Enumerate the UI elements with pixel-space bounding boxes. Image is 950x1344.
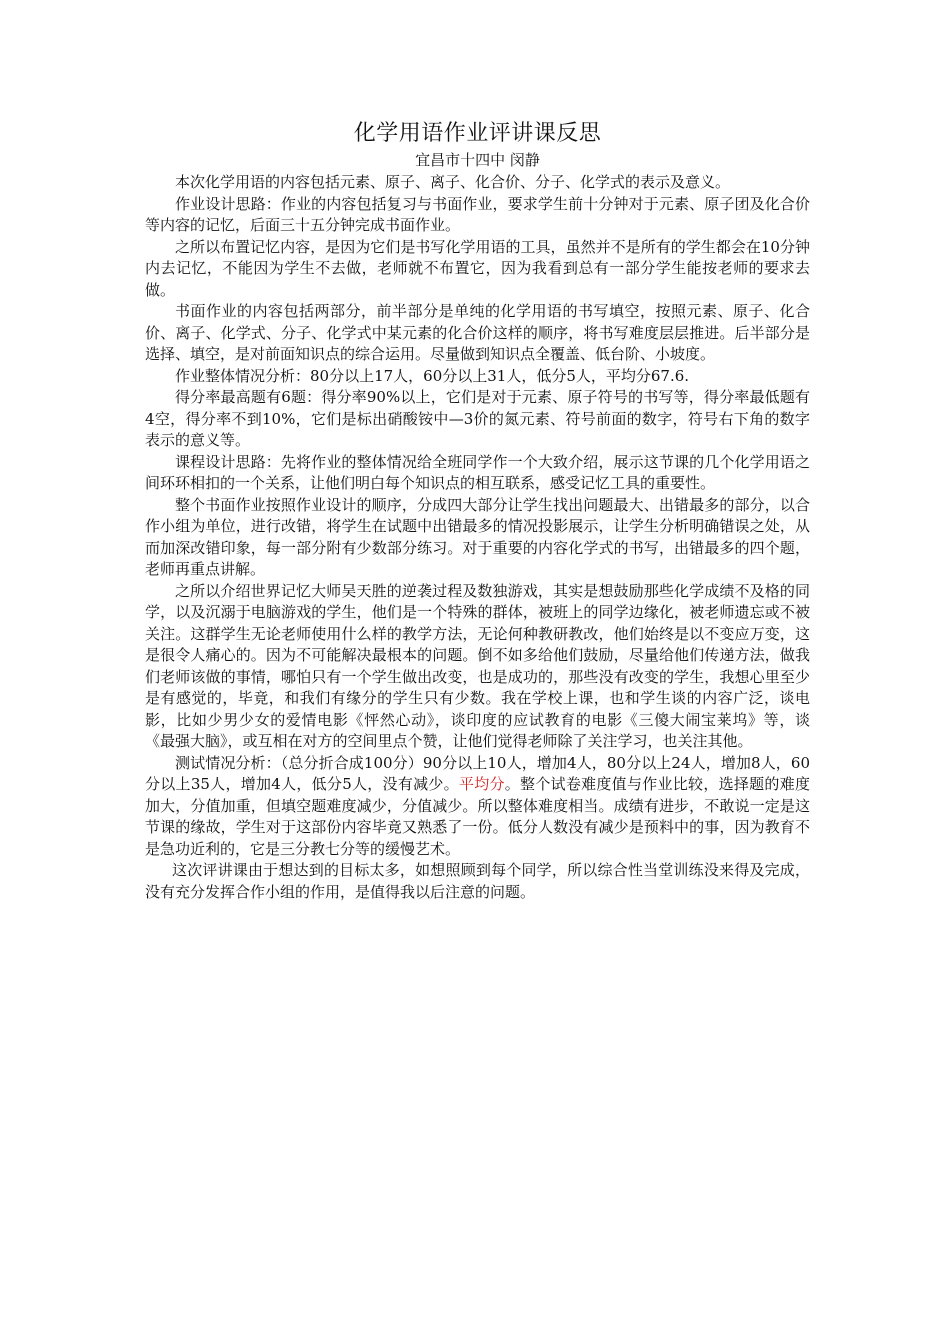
average-score-highlight: 平均分	[458, 775, 505, 793]
paragraph-score-rate: 得分率最高题有6题：得分率90%以上，它们是对于元素、原子符号的书写等，得分率最低题有4空，得分率不到10%，它们是标出硝酸铵中—3价的氮元素、符号前面的数字，符号右下角的数字表示的意义等。	[145, 388, 810, 449]
paragraph-content-scope: 本次化学用语的内容包括元素、原子、离子、化合价、分子、化学式的表示及意义。	[175, 173, 731, 191]
test-analysis-text-after: 。整个试卷难度值与作业比较，选择题的难度加大，分值加重，但填空题难度减少，分值减少。所以整体难度相当。成绩有进步，不敢说一定是这节课的缘故，学生对于这部份内容毕竟又熟悉了一份。低分人数没有减少是预料中的事，因为教育不是急功近利的，它是三分教七分等的缓慢艺术。	[145, 775, 810, 858]
paragraph-correction-process: 整个书面作业按照作业设计的顺序，分成四大部分让学生找出问题最大、出错最多的部分，以合作小组为单位，进行改错，将学生在试题中出错最多的情况投影展示，让学生分析明确错误之处，从而加深改错印象，每一部分附有少数部分练习。对于重要的内容化学式的书写，出错最多的四个题，老师再重点讲解。	[145, 495, 810, 578]
document-page	[145, 118, 810, 903]
paragraph-memory-reason: 之所以布置记忆内容，是因为它们是书写化学用语的工具，虽然并不是所有的学生都会在10分钟内去记忆，不能因为学生不去做，老师就不布置它，因为我看到总有一部分学生能按老师的要求去做。	[145, 237, 810, 299]
paragraph-test-analysis	[145, 753, 810, 861]
paragraph-overall-analysis: 作业整体情况分析：80分以上17人，60分以上31人，低分5人，平均分67.6.	[175, 366, 690, 385]
test-analysis-text-before: 测试情况分析：（总分折合成100分）90分以上10人，增加4人，80分以上24人，增加8人，60分以上35人，增加4人，低分5人，没有减少。	[145, 753, 810, 793]
paragraph-homework-design: 作业设计思路：作业的内容包括复习与书面作业，要求学生前十分钟对于元素、原子团及化合价等内容的记忆，后面三十五分钟完成书面作业。	[145, 194, 810, 234]
document-author: 宜昌市十四中 闵静	[415, 151, 540, 169]
paragraph-closing-reflection: 这次评讲课由于想达到的目标太多，如想照顾到每个同学，所以综合性当堂训练没来得及完成，没有充分发挥合作小组的作用，是值得我以后注意的问题。	[145, 861, 810, 901]
paragraph-written-homework: 书面作业的内容包括两部分，前半部分是单纯的化学用语的书写填空，按照元素、原子、化合价、离子、化学式、分子、化学式中某元素的化合价这样的顺序，将书写难度层层推进。后半部分是选择、填空，是对前面知识点的综合运用。尽量做到知识点全覆盖、低台阶、小坡度。	[145, 302, 810, 363]
paragraph-motivation: 之所以介绍世界记忆大师吴天胜的逆袭过程及数独游戏，其实是想鼓励那些化学成绩不及格的同学，以及沉溺于电脑游戏的学生，他们是一个特殊的群体，被班上的同学边缘化，被老师遗忘或不被关注。这群学生无论老师使用什么样的教学方法，无论何种教研教改，他们始终是以不变应万变，这是很令人痛心的。因为不可能解决最根本的问题。倒不如多给他们鼓励，尽量给他们传递方法，做我们老师该做的事情，哪怕只有一个学生做出改变，也是成功的，那些没有改变的学生，我想心里至少是有感觉的，毕竟，和我们有缘分的学生只有少数。我在学校上课，也和学生谈的内容广泛，谈电影，比如少男少女的爱情电影《怦然心动》，谈印度的应试教育的电影《三傻大闹宝莱坞》等，谈《最强大脑》，或互相在对方的空间里点个赞，让他们觉得老师除了关注学习，也关注其他。	[145, 581, 810, 750]
paragraph-course-design: 课程设计思路：先将作业的整体情况给全班同学作一个大致介绍，展示这节课的几个化学用语之间环环相扣的一个关系，让他们明白每个知识点的相互联系，感受记忆工具的重要性。	[145, 452, 810, 492]
document-title: 化学用语作业评讲课反思	[353, 121, 602, 146]
